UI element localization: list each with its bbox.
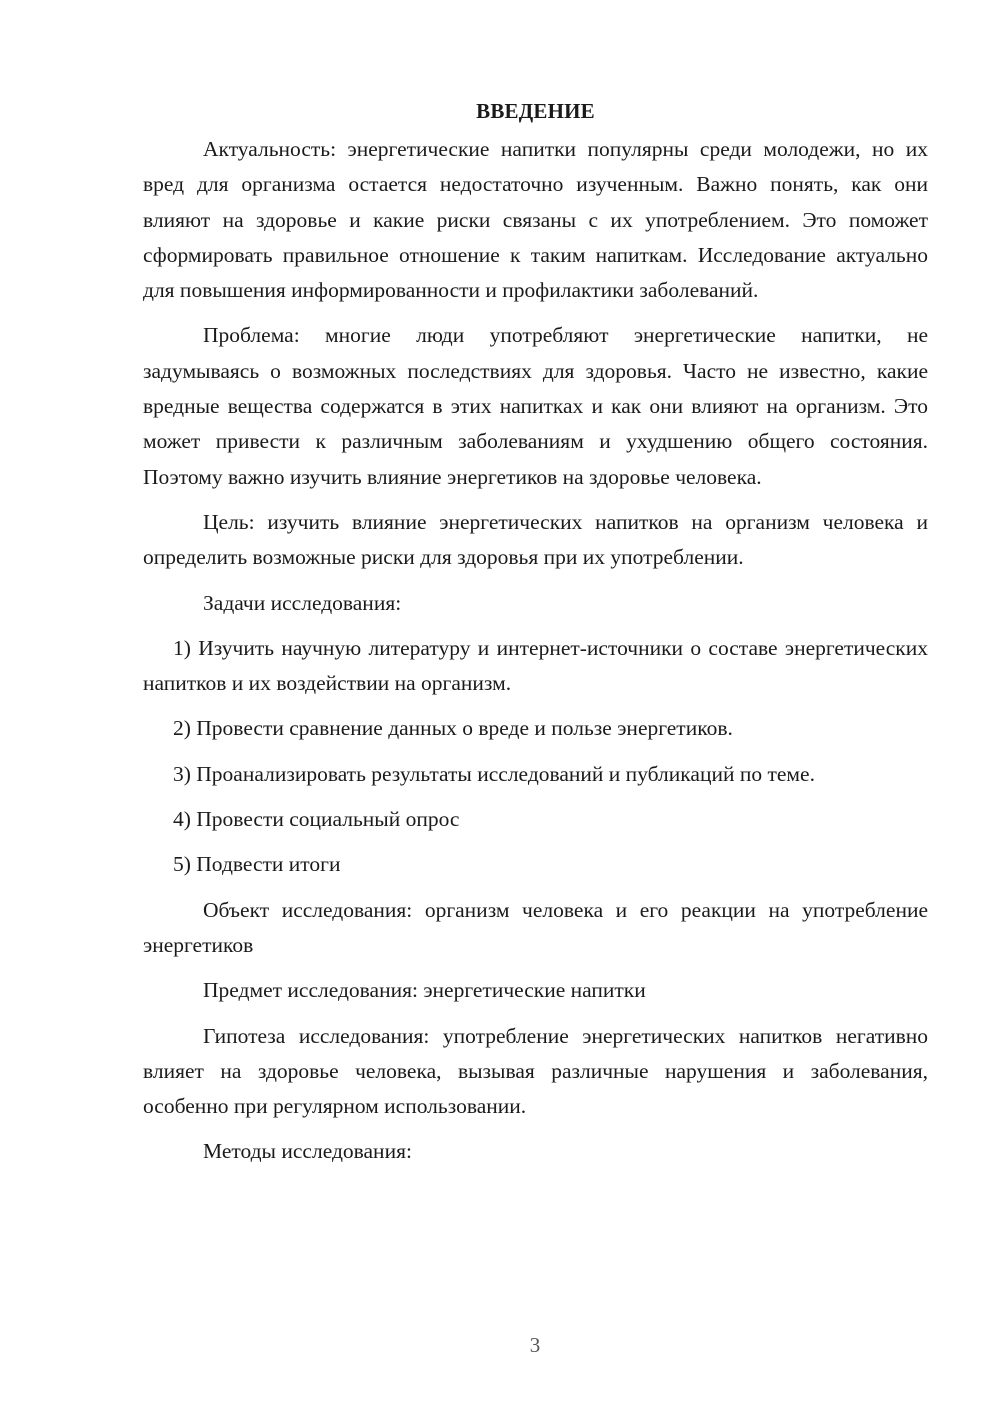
page-title: ВВЕДЕНИЕ: [476, 99, 595, 123]
methods-heading: Методы исследования:: [203, 1139, 412, 1164]
object-paragraph: Объект исследования: организм человека и его реакции на употребление энергетиков: [143, 897, 928, 957]
relevance-paragraph: Актуальность: энергетические напитки популярны среди молодежи, но их вред для организма остается недостаточно изученным. Важно понять, как они влияют на здоровье и какие риски связаны с их употреблением. Это поможет сформировать правильное отношение к таким напиткам. Исследование актуально для повышения информированности и профилактики заболеваний.: [143, 137, 928, 303]
task-item-5: 5) Подвести итоги: [173, 852, 341, 877]
subject-paragraph: Предмет исследования: энергетические напитки: [203, 978, 646, 1003]
task-item-2: 2) Провести сравнение данных о вреде и пользе энергетиков.: [173, 716, 733, 741]
tasks-heading: Задачи исследования:: [203, 590, 402, 615]
task-item-3: 3) Проанализировать результаты исследований и публикаций по теме.: [173, 761, 815, 786]
task-item-4: 4) Провести социальный опрос: [173, 807, 460, 832]
document-page: [143, 96, 928, 1180]
page-number: 3: [529, 1333, 541, 1357]
task-item-1: 1) Изучить научную литературу и интернет-источники о составе энергетических напитков и их воздействии на организм.: [143, 635, 928, 696]
goal-paragraph: Цель: изучить влияние энергетических напитков на организм человека и определить возможные риски для здоровья при их употреблении.: [143, 509, 928, 570]
problem-paragraph: Проблема: многие люди употребляют энергетические напитки, не задумываясь о возможных последствиях для здоровья. Часто не известно, какие вредные вещества содержатся в этих напитках и как они влияют на организм. Это может привести к различным заболеваниям и ухудшению общего состояния. Поэтому важно изучить влияние энергетиков на здоровье человека.: [143, 323, 928, 489]
hypothesis-paragraph: Гипотеза исследования: употребление энергетических напитков негативно влияет на здоровье человека, вызывая различные нарушения и заболевания, особенно при регулярном использовании.: [143, 1023, 928, 1119]
